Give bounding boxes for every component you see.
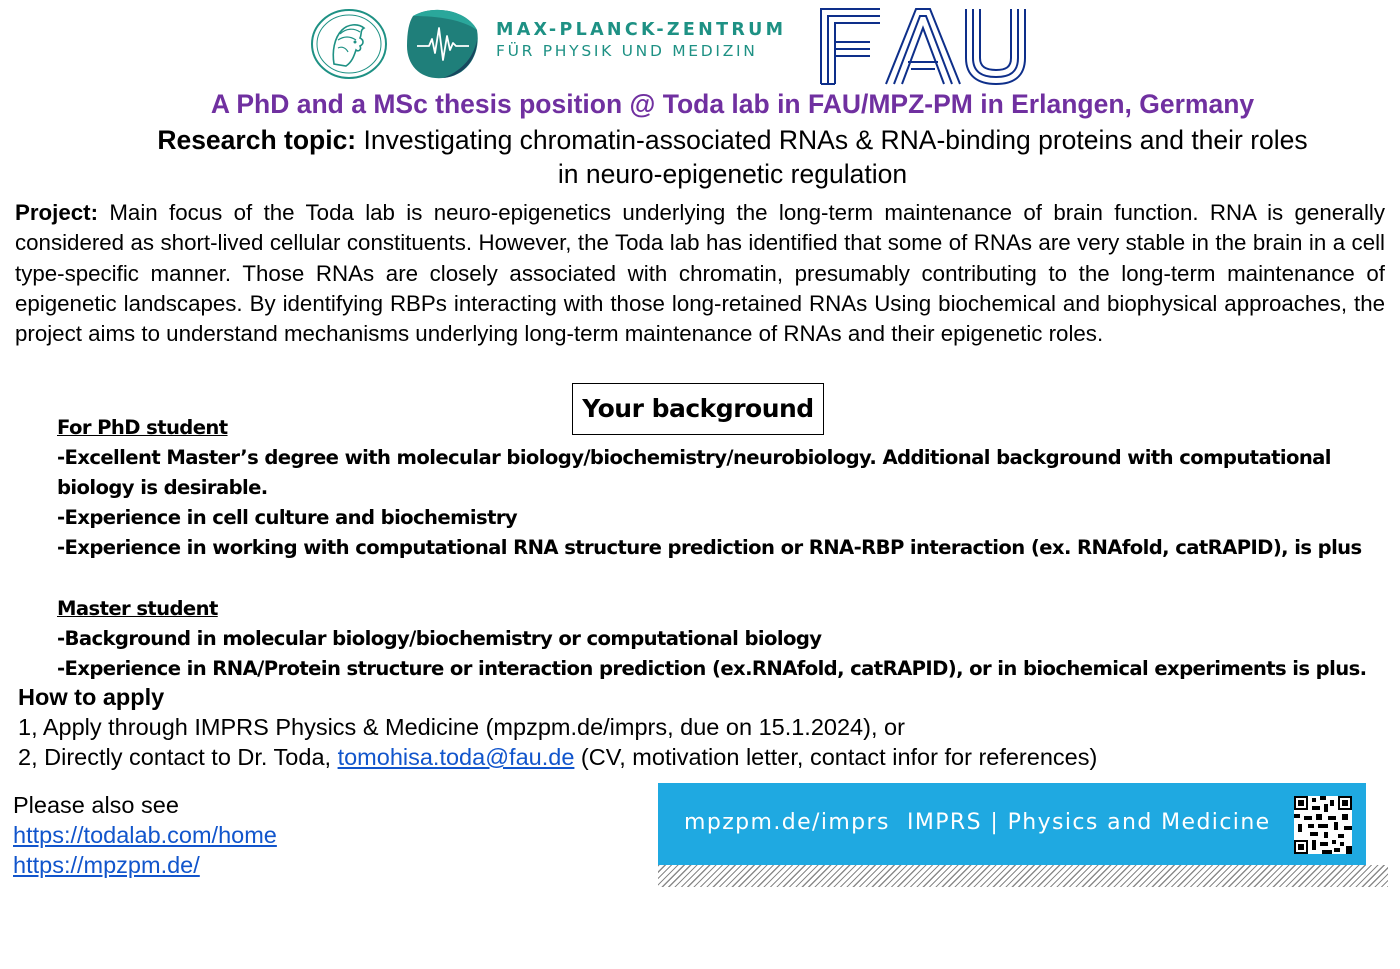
fau-logo bbox=[818, 6, 1028, 86]
todalab-link[interactable]: https://todalab.com/home bbox=[13, 822, 277, 848]
apply-option-2-prefix: 2, Directly contact to Dr. Toda, bbox=[18, 744, 338, 770]
apply-option-2-suffix: (CV, motivation letter, contact infor for references) bbox=[574, 744, 1098, 770]
heartbeat-wave-icon bbox=[403, 6, 481, 80]
research-topic-line1: Investigating chromatin-associated RNAs & RNA-binding proteins and their roles bbox=[363, 125, 1308, 155]
imprs-banner[interactable] bbox=[658, 783, 1366, 865]
project-description bbox=[15, 198, 1385, 349]
master-requirement-1: -Background in molecular biology/biochemistry or computational biology bbox=[57, 627, 822, 650]
minerva-seal-icon bbox=[310, 8, 388, 80]
banner-url: mpzpm.de/imprs bbox=[684, 810, 890, 835]
phd-requirement-1: -Excellent Master’s degree with molecular biology/biochemistry/neurobiology. Additional background with computational bbox=[57, 446, 1331, 469]
research-topic-line2: in neuro-epigenetic regulation bbox=[557, 159, 908, 189]
phd-requirement-3: -Experience in working with computational RNA structure prediction or RNA-RBP interaction (ex. RNAfold, catRAPID), is plus bbox=[57, 536, 1362, 559]
phd-requirement-1-cont: biology is desirable. bbox=[57, 476, 268, 499]
mpz-name-line2: FÜR PHYSIK UND MEDIZIN bbox=[496, 42, 758, 60]
banner-hatch-pattern bbox=[658, 865, 1388, 887]
qr-code-icon bbox=[1294, 796, 1352, 854]
apply-option-1: 1, Apply through IMPRS Physics & Medicine (mpzpm.de/imprs, due on 15.1.2024), or bbox=[18, 714, 905, 740]
project-text: Main focus of the Toda lab is neuro-epigenetics underlying the long-term maintenance of brain function. RNA is generally considered as short-lived cellular constituents. However, the Toda lab has identified that some of RNAs are very stable in the brain in a cell type-specific manner. Those RNAs are closely associated with chromatin, presumably contributing to the long-term maintenance of epigenetic landscapes. By identifying RBPs interacting with those long-retained RNAs Using biochemical and biophysical approaches, the project aims to understand mechanisms underlying long-term maintenance of RNAs and their epigenetic roles. bbox=[15, 200, 1385, 347]
mpz-logo-text bbox=[496, 20, 786, 60]
your-background-box: Your background bbox=[572, 383, 824, 435]
phd-heading: For PhD student bbox=[57, 416, 228, 439]
master-heading: Master student bbox=[57, 597, 218, 620]
fau-wordmark: FAU bbox=[818, 6, 820, 7]
email-link[interactable]: tomohisa.toda@fau.de bbox=[337, 744, 575, 770]
mpzpm-link[interactable]: https://mpzpm.de/ bbox=[13, 852, 200, 878]
research-topic-label: Research topic: bbox=[157, 125, 357, 155]
how-to-apply-title: How to apply bbox=[18, 684, 165, 710]
page-title: A PhD and a MSc thesis position @ Toda lab in FAU/MPZ-PM in Erlangen, Germany bbox=[210, 89, 1255, 119]
apply-option-2 bbox=[18, 742, 1097, 772]
project-label: Project: bbox=[15, 200, 99, 225]
research-topic bbox=[100, 123, 1365, 191]
phd-requirement-2: -Experience in cell culture and biochemistry bbox=[57, 506, 518, 529]
mpz-name-line1: MAX-PLANCK-ZENTRUM bbox=[496, 20, 787, 40]
see-also-label: Please also see bbox=[13, 792, 179, 818]
banner-name: IMPRS | Physics and Medicine bbox=[907, 810, 1271, 835]
master-requirement-2: -Experience in RNA/Protein structure or interaction prediction (ex.RNAfold, catRAPID), or in biochemical experiments is plus. bbox=[57, 657, 1367, 680]
